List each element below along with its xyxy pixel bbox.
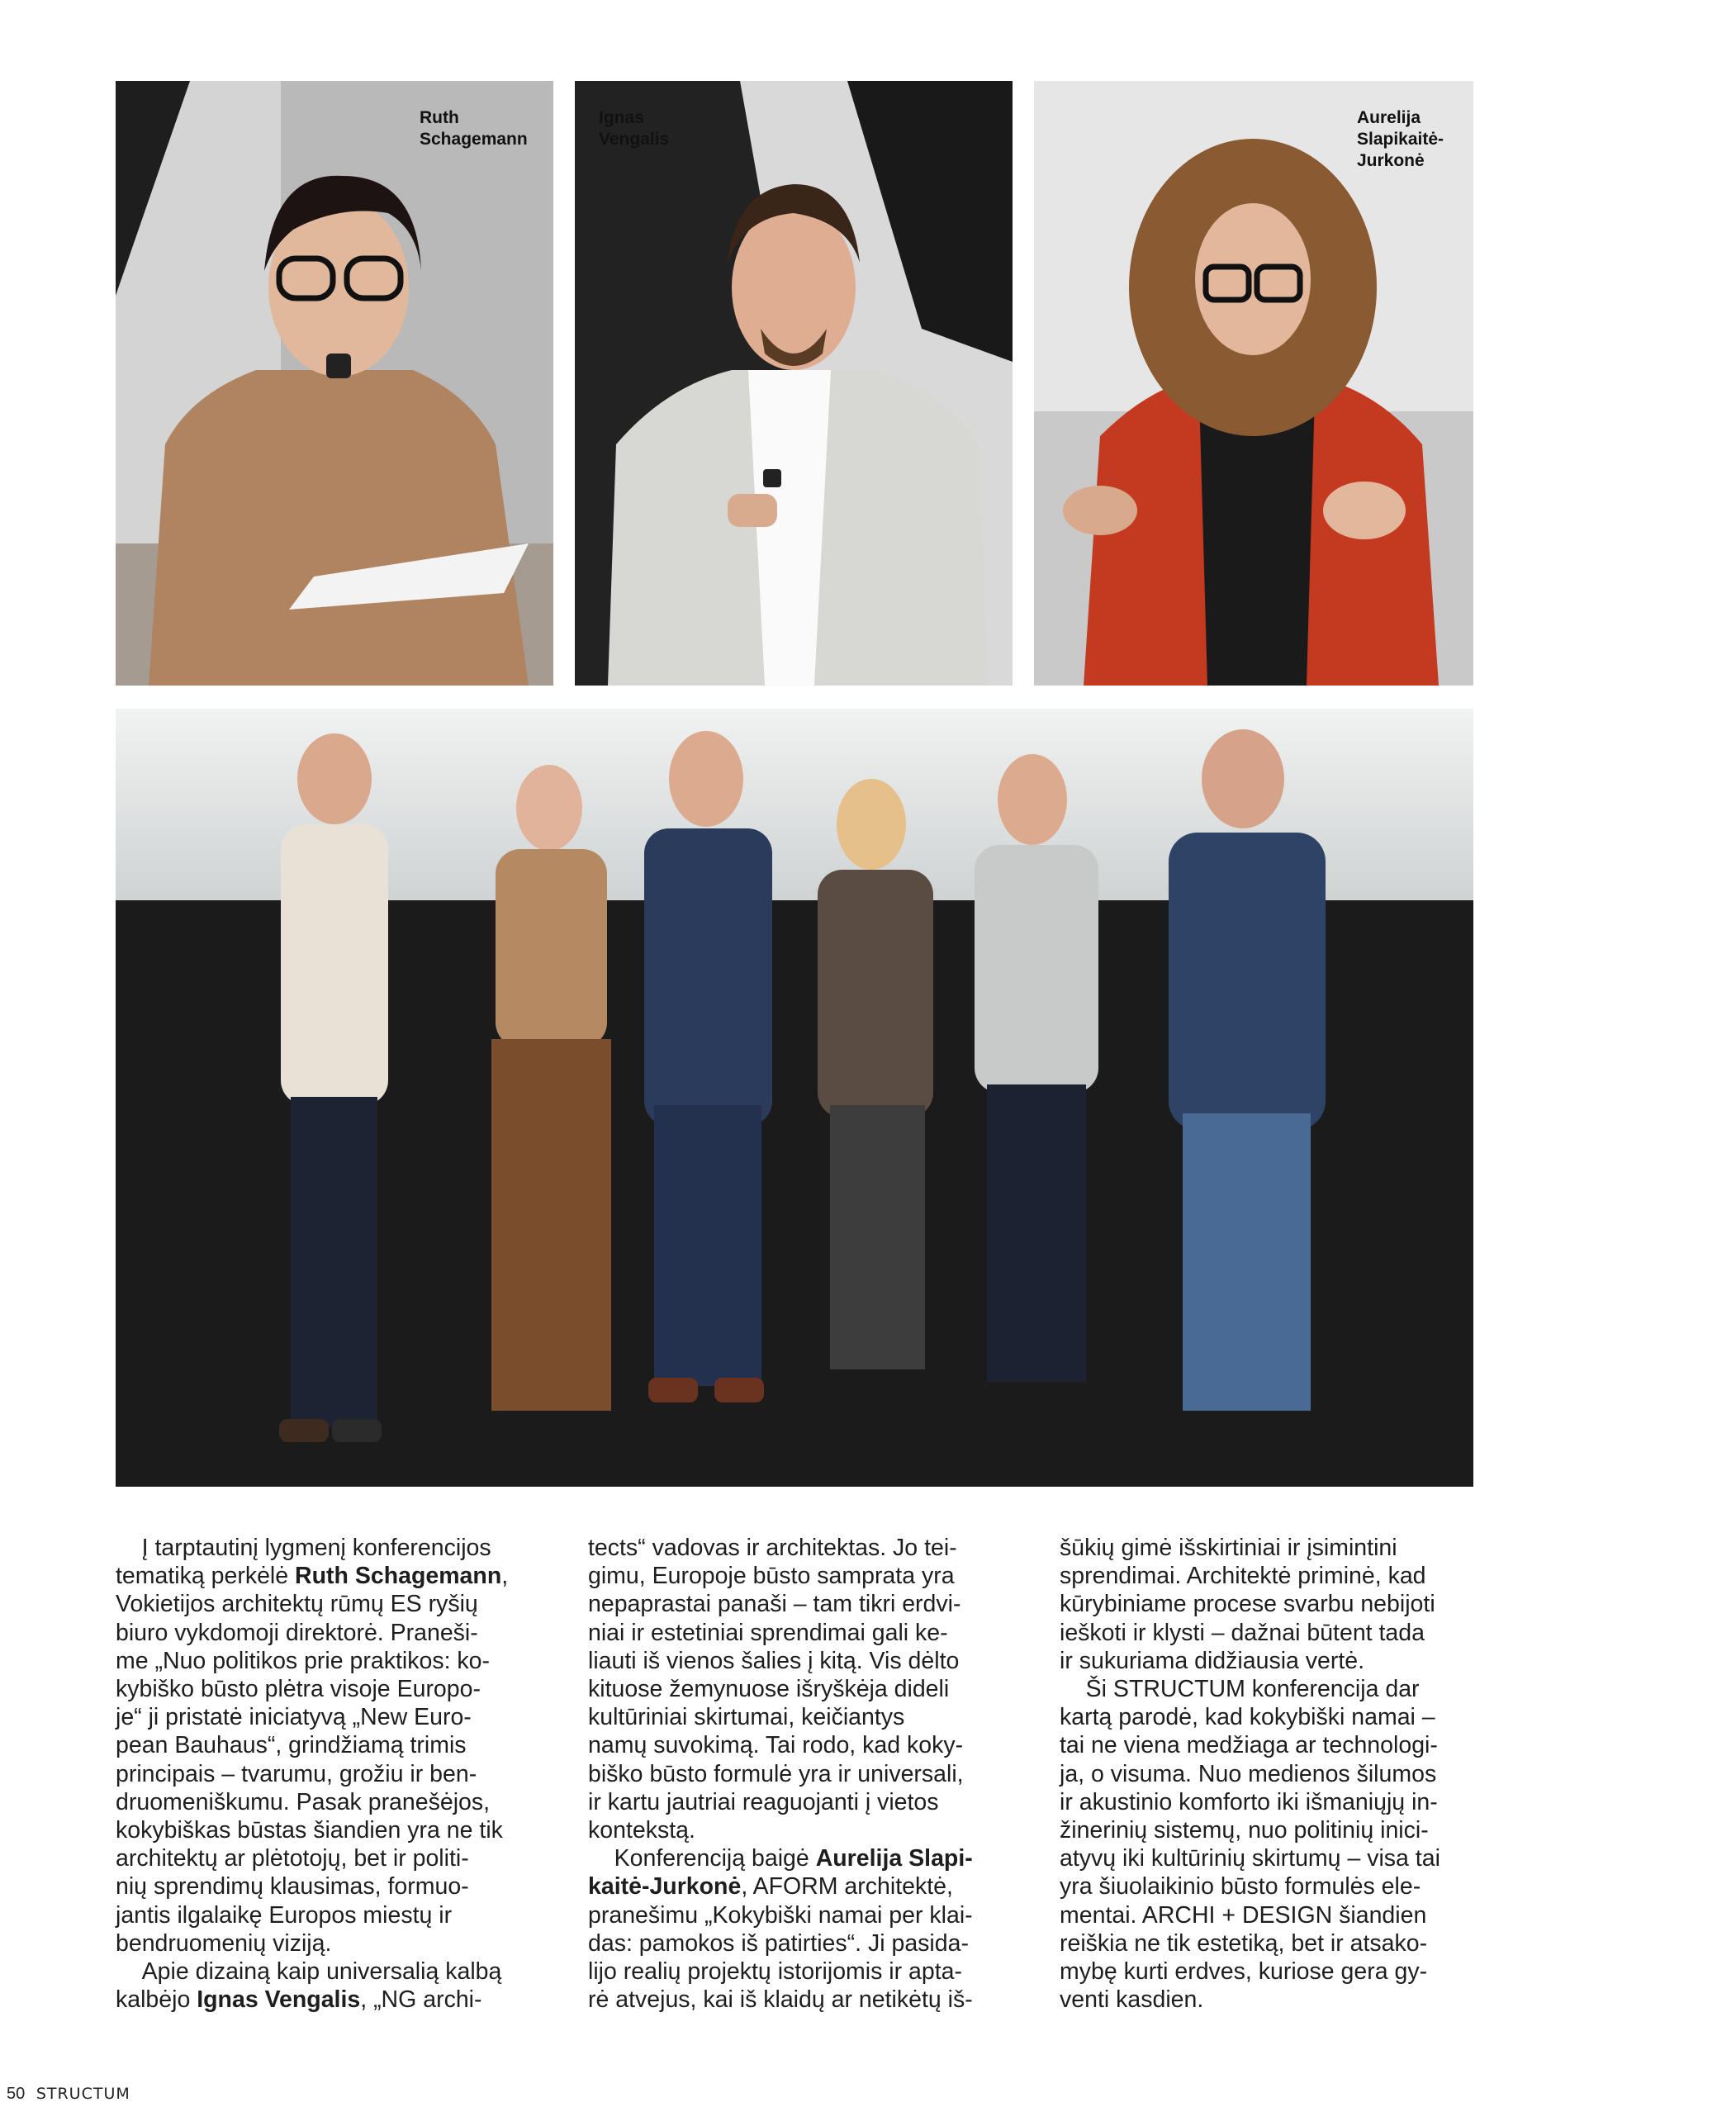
text-line: pean Bauhaus“, grindžiamą trimis bbox=[116, 1732, 467, 1759]
caption-aurelija bbox=[1357, 107, 1444, 172]
text-line: Į tarptautinį lygmenį konferencijos bbox=[116, 1535, 491, 1561]
text-line: mentai. ARCHI + DESIGN šiandien bbox=[1060, 1901, 1427, 1929]
text-line: atyvų iki kultūrinių skirtumų – visa tai bbox=[1060, 1845, 1440, 1872]
text-line: kituose žemynuose išryškėja dideli bbox=[588, 1676, 950, 1703]
text-line: bendruomenių viziją. bbox=[116, 1929, 332, 1957]
page-footer bbox=[7, 2085, 130, 2104]
text-line: nepaprastai panaši – tam tikri erdvi- bbox=[588, 1591, 961, 1618]
text-line: druomeniškumu. Pasak pranešėjos, bbox=[116, 1788, 491, 1815]
text-line: sprendimai. Architektė priminė, kad bbox=[1060, 1563, 1426, 1590]
text-line: tects“ vadovas ir architektas. Jo tei- bbox=[588, 1535, 957, 1561]
text-line: namų suvokimą. Tai rodo, kad koky- bbox=[588, 1732, 964, 1759]
text-line: venti kasdien. bbox=[1060, 1986, 1204, 2014]
text-line: kokybiškas būstas šiandien yra ne tik bbox=[116, 1817, 503, 1844]
text-line: kūrybiniame procese svarbu nebijoti bbox=[1060, 1591, 1435, 1618]
text-line: kontekstą. bbox=[588, 1817, 695, 1844]
text-line: ir akustinio komforto iki išmaniųjų in- bbox=[1060, 1788, 1438, 1815]
caption-line: Vengalis bbox=[599, 130, 670, 149]
text-line: principais – tvarumu, grožiu ir ben- bbox=[116, 1760, 477, 1787]
caption-line: Ignas bbox=[599, 108, 644, 127]
text-line: gimu, Europoje būsto samprata yra bbox=[588, 1563, 955, 1590]
text-line: ir kartu jautriai reaguojanti į vietos bbox=[588, 1788, 939, 1815]
text-line: kartą parodė, kad kokybiški namai – bbox=[1060, 1704, 1435, 1731]
text-line: pranešimu „Kokybiški namai per klai- bbox=[588, 1901, 973, 1929]
text-line: liauti iš vienos šalies į kitą. Vis dėlto bbox=[588, 1647, 960, 1674]
text-line: Vokietijos architektų rūmų ES ryšių bbox=[116, 1591, 478, 1618]
text-column-1 bbox=[116, 1534, 517, 2014]
text-line: ieškoti ir klysti – dažnai būtent tada bbox=[1060, 1619, 1425, 1646]
caption-line: Ruth bbox=[420, 108, 459, 127]
text-line: šūkių gimė išskirtiniai ir įsimintini bbox=[1060, 1535, 1397, 1561]
photo-group-speakers bbox=[116, 709, 1473, 1487]
photo-ignas-vengalis bbox=[575, 81, 1013, 686]
text-line: lijo realių projektų istorijomis ir apta- bbox=[588, 1958, 962, 1986]
caption-line: Aurelija bbox=[1357, 108, 1421, 127]
text-line: me „Nuo politikos prie praktikos: ko- bbox=[116, 1647, 490, 1674]
text-line: kaitė-Jurkonė, AFORM architektė, bbox=[588, 1873, 953, 1901]
text-line: tematiką perkėlė Ruth Schagemann, bbox=[116, 1563, 509, 1590]
text-line: Ši STRUCTUM konferencija dar bbox=[1060, 1676, 1420, 1703]
text-line: kalbėjo Ignas Vengalis, „NG archi- bbox=[116, 1986, 482, 2014]
text-line: ir sukuriama didžiausia vertė. bbox=[1060, 1647, 1365, 1674]
text-line: ja, o visuma. Nuo medienos šilumos bbox=[1060, 1760, 1437, 1787]
page-number: 50 bbox=[7, 2085, 26, 2103]
text-line: mybę kurti erdves, kuriose gera gy- bbox=[1060, 1958, 1428, 1986]
caption-line: Jurkonė bbox=[1357, 151, 1425, 170]
text-line: biško būsto formulė yra ir universali, bbox=[588, 1760, 964, 1787]
text-column-2 bbox=[588, 1534, 989, 2014]
text-line: nių sprendimų klausimas, formuo- bbox=[116, 1873, 469, 1901]
text-column-3 bbox=[1060, 1534, 1461, 2014]
text-line: niai ir estetiniai sprendimai gali ke- bbox=[588, 1619, 948, 1646]
caption-line: Slapikaitė- bbox=[1357, 130, 1444, 149]
text-line: architektų ar plėtotojų, bet ir politi- bbox=[116, 1845, 469, 1872]
text-line: Konferenciją baigė Aurelija Slapi- bbox=[588, 1845, 973, 1872]
caption-line: Schagemann bbox=[420, 130, 528, 149]
text-line: kultūriniai skirtumai, keičiantys bbox=[588, 1704, 905, 1731]
text-line: kybiško būsto plėtra visoje Europo- bbox=[116, 1676, 481, 1703]
text-line: žinerinių sistemų, nuo politinių inici- bbox=[1060, 1817, 1429, 1844]
text-line: jantis ilgalaikę Europos miestų ir bbox=[116, 1901, 453, 1929]
text-line: rė atvejus, kai iš klaidų ar netikėtų iš- bbox=[588, 1986, 973, 2014]
text-line: das: pamokos iš patirties“. Ji pasida- bbox=[588, 1929, 969, 1957]
caption-ignas bbox=[599, 107, 669, 150]
text-line: je“ ji pristatė iniciatyvą „New Euro- bbox=[116, 1704, 472, 1731]
text-line: Apie dizainą kaip universalią kalbą bbox=[116, 1958, 502, 1986]
text-line: tai ne viena medžiaga ar technologi- bbox=[1060, 1732, 1438, 1759]
text-line: biuro vykdomoji direktorė. Praneši- bbox=[116, 1619, 478, 1646]
text-line: yra šiuolaikinio būsto formulės ele- bbox=[1060, 1873, 1421, 1901]
magazine-name: STRUCTUM bbox=[36, 2085, 130, 2103]
text-line: reiškia ne tik estetiką, bet ir atsako- bbox=[1060, 1929, 1428, 1957]
caption-ruth bbox=[420, 107, 528, 150]
photo-ruth-schagemann bbox=[116, 81, 553, 686]
